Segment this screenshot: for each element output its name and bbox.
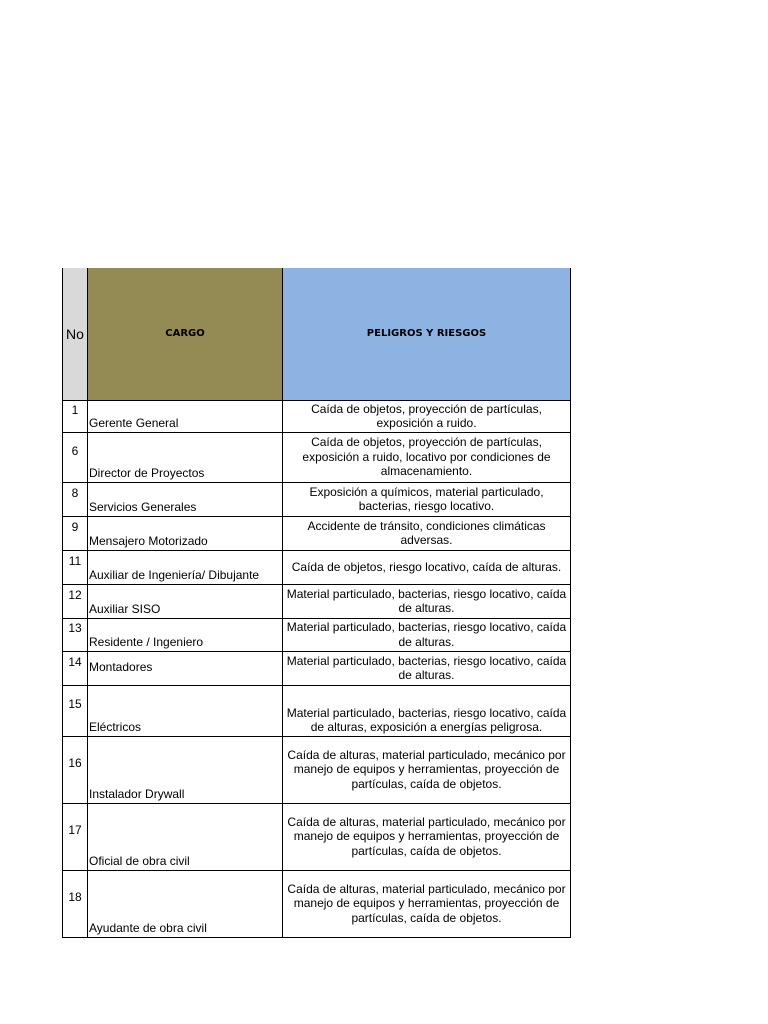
table-row	[63, 482, 571, 516]
row-number: 1	[63, 400, 88, 432]
row-cargo: Gerente General	[88, 400, 283, 432]
row-number: 17	[63, 803, 88, 870]
row-risks: Accidente de tránsito, condiciones climáticas adversas.	[283, 516, 571, 550]
table-row	[63, 651, 571, 685]
row-number: 16	[63, 736, 88, 803]
risk-table	[62, 268, 571, 938]
row-number: 11	[63, 550, 88, 584]
header-risks: PELIGROS Y RIESGOS	[283, 268, 571, 400]
row-risks: Material particulado, bacterias, riesgo locativo, caída de alturas.	[283, 584, 571, 618]
row-cargo: Ayudante de obra civil	[88, 870, 283, 937]
row-cargo: Eléctricos	[88, 685, 283, 736]
row-cargo: Auxiliar de Ingeniería/ Dibujante	[88, 550, 283, 584]
row-risks: Caída de objetos, proyección de partículas, exposición a ruido.	[283, 400, 571, 432]
table-row	[63, 516, 571, 550]
row-cargo: Instalador Drywall	[88, 736, 283, 803]
row-number: 14	[63, 651, 88, 685]
table-row	[63, 870, 571, 937]
row-number: 15	[63, 685, 88, 736]
row-risks: Material particulado, bacterias, riesgo locativo, caída de alturas.	[283, 618, 571, 651]
row-risks: Caída de alturas, material particulado, mecánico por manejo de equipos y herramientas, proyección de partículas, caída de objetos.	[283, 736, 571, 803]
table-header-row	[63, 268, 571, 400]
table-row	[63, 432, 571, 482]
row-risks: Exposición a químicos, material particulado, bacterias, riesgo locativo.	[283, 482, 571, 516]
row-number: 18	[63, 870, 88, 937]
row-cargo: Director de Proyectos	[88, 432, 283, 482]
table-row	[63, 803, 571, 870]
risk-table-container	[62, 268, 570, 938]
row-risks: Material particulado, bacterias, riesgo locativo, caída de alturas, exposición a energías peligrosa.	[283, 685, 571, 736]
row-cargo: Mensajero Motorizado	[88, 516, 283, 550]
table-row	[63, 550, 571, 584]
header-cargo: CARGO	[88, 268, 283, 400]
row-cargo: Residente / Ingeniero	[88, 618, 283, 651]
table-row	[63, 685, 571, 736]
row-number: 9	[63, 516, 88, 550]
row-number: 8	[63, 482, 88, 516]
table-row	[63, 400, 571, 432]
row-risks: Caída de alturas, material particulado, mecánico por manejo de equipos y herramientas, proyección de partículas, caída de objetos.	[283, 803, 571, 870]
row-cargo: Montadores	[88, 651, 283, 685]
row-risks: Caída de objetos, riesgo locativo, caída de alturas.	[283, 550, 571, 584]
row-number: 12	[63, 584, 88, 618]
row-risks: Material particulado, bacterias, riesgo locativo, caída de alturas.	[283, 651, 571, 685]
header-no: No	[63, 268, 88, 400]
row-number: 6	[63, 432, 88, 482]
row-cargo: Auxiliar SISO	[88, 584, 283, 618]
row-cargo: Servicios Generales	[88, 482, 283, 516]
row-risks: Caída de alturas, material particulado, mecánico por manejo de equipos y herramientas, proyección de partículas, caída de objetos.	[283, 870, 571, 937]
row-cargo: Oficial de obra civil	[88, 803, 283, 870]
table-row	[63, 736, 571, 803]
row-number: 13	[63, 618, 88, 651]
row-risks: Caída de objetos, proyección de partículas, exposición a ruido, locativo por condiciones de almacenamiento.	[283, 432, 571, 482]
table-row	[63, 584, 571, 618]
table-row	[63, 618, 571, 651]
